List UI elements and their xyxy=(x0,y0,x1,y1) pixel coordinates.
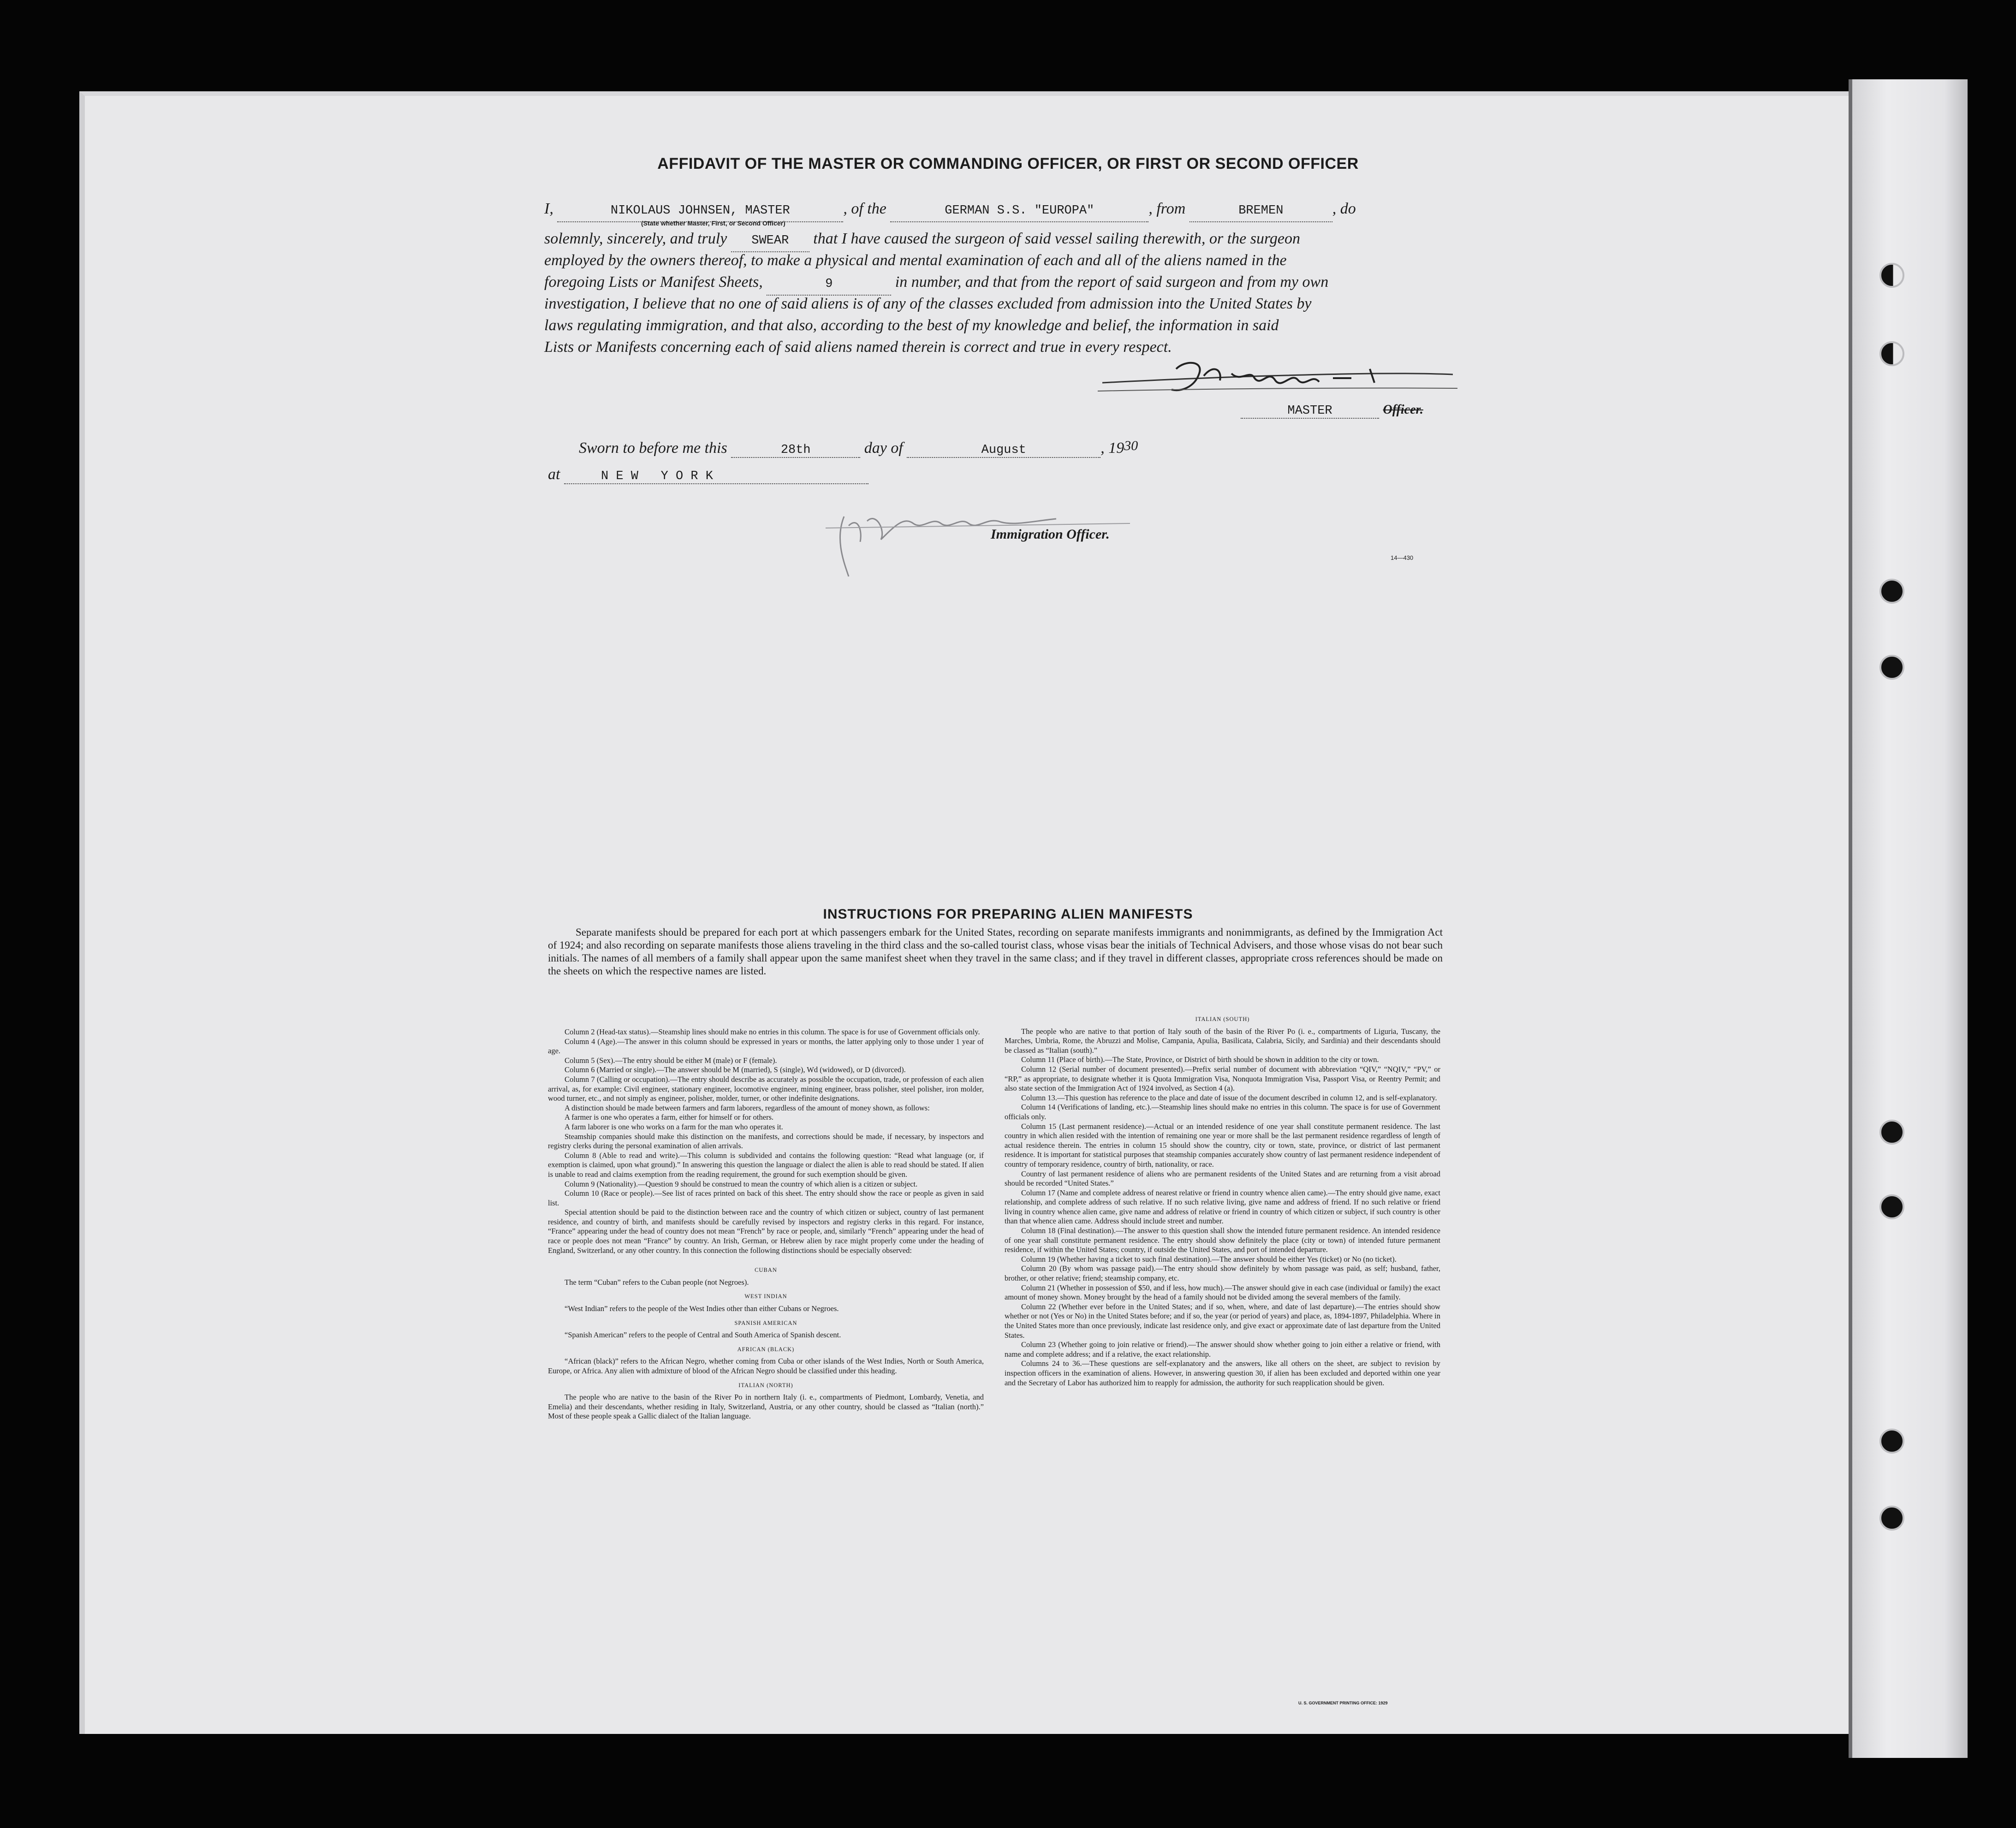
punch-hole-icon xyxy=(1879,263,1904,288)
instruction-paragraph: Column 14 (Verifications of landing, etc.).—Steamship lines should make no entries in this column. The space is for use of Government officials only. xyxy=(1005,1103,1440,1121)
instruction-paragraph: Column 21 (Whether in possession of $50, and if less, how much).—The answer should give in each case (individual or family) the exact amount of money shown. Money brought by the head of a family should not be divided among the several members of the family. xyxy=(1005,1283,1440,1302)
oath-field: SWEAR xyxy=(731,230,809,252)
punch-hole-icon xyxy=(1879,1429,1904,1454)
year-suffix: 30 xyxy=(1124,438,1138,453)
instructions-left-column xyxy=(548,1027,984,1421)
sworn-place-field: N E W Y O R K xyxy=(564,469,868,484)
instructions-title: INSTRUCTIONS FOR PREPARING ALIEN MANIFESTS xyxy=(823,907,1193,922)
affidavit-line-1 xyxy=(544,198,1439,222)
instruction-paragraph: “Spanish American” refers to the people of Central and South America of Spanish descent. xyxy=(565,1330,841,1340)
instruction-paragraph: “African (black)” refers to the African Negro, whether coming from Cuba or other islands of the West Indies, North or South America, Europe, or Africa. Any alien with admixture of blood of the African Negro should be classified under this heading. xyxy=(548,1357,984,1375)
sworn-place-line xyxy=(548,466,868,484)
day-of-text: day of xyxy=(864,439,903,457)
instruction-paragraph: Country of last permanent residence of aliens who are permanent residents of the United States and are returning from a visit abroad should be recorded “United States.” xyxy=(1005,1169,1440,1188)
instruction-paragraph: Column 7 (Calling or occupation).—The entry should describe as accurately as possible the occupation, trade, or profession of each alien arrival, as, for example: Civil engineer, stationary engineer, locomotive engineer, mining engineer, brass polisher, steel polisher, iron molder, wood turner, etc., and not simply as engineer, polisher, molder, turner, or other indefinite designations. xyxy=(548,1074,984,1103)
instruction-paragraph: Columns 24 to 36.—These questions are self-explanatory and the answers, like all others on the sheet, are subject to revision by inspection officers in the examination of aliens. However, in answering question 30, if alien has been excluded and deported within one year and the Secretary of Labor has authorized him to reapply for admission, the authority for such reapplication should be given. xyxy=(1005,1359,1440,1387)
from-text: , from xyxy=(1148,200,1186,217)
affidavit-line-4a: foregoing Lists or Manifest Sheets, xyxy=(544,273,763,291)
punch-hole-icon xyxy=(1879,341,1904,366)
affidavit-line-6: laws regulating immigration, and that also, according to the best of my knowledge and belief, the information in said xyxy=(544,317,1279,334)
rank-field: MASTER xyxy=(1241,404,1379,419)
do-text: , do xyxy=(1332,200,1356,217)
instruction-paragraph: Column 15 (Last permanent residence).—Actual or an intended residence of one year shall constitute permanent residence. The last country in which alien resided with the intention of remaining one year or more shall be the last permanent residence regardless of length of actual residence therein. The entries in column 15 should show the country, city or town, state, province, or district of last permanent residence. It is important for statistical purposes that steamship companies accurately show country of last permanent residence independent of country of temporary residence, country of birth, nationality, or race. xyxy=(1005,1122,1440,1169)
section-heading-african: AFRICAN (BLACK) xyxy=(737,1346,795,1353)
vessel-field: GERMAN S.S. "EUROPA" xyxy=(890,200,1148,222)
instruction-paragraph: A farmer is one who operates a farm, either for himself or for others. xyxy=(565,1113,774,1122)
affidavit-line-2 xyxy=(544,228,1439,252)
instruction-paragraph: A farm laborer is one who works on a farm for the man who operates it. xyxy=(565,1122,783,1131)
section-heading-italian-north: ITALIAN (NORTH) xyxy=(738,1382,793,1389)
instruction-paragraph: Column 12 (Serial number of document presented).—Prefix serial number of document with abbreviation “QIV,” “NQIV,” “PV,” or “RP,” as appropriate, to designate whether it is Quota Immigration Visa, Nonquota Immigration Visa, Passport Visa, or Reentry Permit; and also state section of the Immigration Act of 1924 involved, as Section 4 (a). xyxy=(1005,1064,1440,1093)
instructions-right-column xyxy=(1005,1010,1440,1388)
affidavit-i: I, xyxy=(544,200,553,217)
instruction-paragraph: Column 13.—This question has reference to the place and date of issue of the document described in column 12, and is self-explanatory. xyxy=(1021,1093,1437,1102)
immigration-officer-label: Immigration Officer. xyxy=(991,527,1110,542)
instruction-paragraph: Column 18 (Final destination).—The answer to this question shall show the intended future permanent residence. An intended residence of one year shall constitute permanent residence. The entry should show definitely the place (city or town) of intended future permanent residence, if within the United States; country, if outside the United States, and port of intended departure. xyxy=(1005,1226,1440,1254)
section-heading-spanish-american: SPANISH AMERICAN xyxy=(734,1319,797,1326)
instruction-paragraph: The term “Cuban” refers to the Cuban people (not Negroes). xyxy=(565,1277,749,1287)
instruction-paragraph: Column 23 (Whether going to join relative or friend).—The answer should show whether going to join either a relative or friend, with name and complete address; and if a relative, the exact relationship. xyxy=(1005,1340,1440,1359)
affidavit-line-5: investigation, I believe that no one of said aliens is of any of the classes excluded from admission into the United States by xyxy=(544,295,1312,312)
instruction-paragraph: Column 11 (Place of birth).—The State, Province, or District of birth should be shown in addition to the city or town. xyxy=(1021,1055,1379,1064)
punch-hole-icon xyxy=(1879,579,1904,604)
at-text: at xyxy=(548,466,560,483)
sworn-label: Sworn to before me this xyxy=(579,439,727,457)
solemnly-text: solemnly, sincerely, and truly xyxy=(544,230,727,247)
form-number: 14—430 xyxy=(1391,554,1414,561)
master-name-field: NIKOLAUS JOHNSEN, MASTER xyxy=(557,200,843,222)
sworn-month-field: August xyxy=(907,443,1100,458)
instructions-intro: Separate manifests should be prepared for each port at which passengers embark for the United States, recording on separate manifests immigrants and nonimmigrants, as defined by the Immigration Act of 1924; and also recording on separate manifests those aliens traveling in the third class and the so-called tourist class, whose visas bear the initials of Technical Advisers, and those whose visas do not bear such initials. The names of all members of a family shall appear upon the same manifest sheet when they travel in the same class; and if they travel in different classes, appropriate cross references should be made on the sheets on which the respective names are listed. xyxy=(548,926,1443,977)
instruction-paragraph: Column 6 (Married or single).—The answer should be M (married), S (single), Wd (widowed), or D (divorced). xyxy=(565,1065,906,1074)
section-heading-west-indian: WEST INDIAN xyxy=(744,1293,787,1300)
instruction-paragraph: Column 20 (By whom was passage paid).—The entry should show definitely by whom passage was paid, as self; husband, father, brother, or other relative; friend; steamship company, etc. xyxy=(1005,1264,1440,1283)
sheet-count-field: 9 xyxy=(767,273,891,296)
instruction-paragraph: The people who are native to the basin of the River Po in northern Italy (i. e., compartments of Piedmont, Lombardy, Venetia, and Emelia) and their descendants, whether residing in Italy, Switzerland, Austria, or any other country, should be classed as “Italian (north).” Most of these people speak a Gallic dialect of the Italian language. xyxy=(548,1393,984,1421)
instruction-paragraph: Column 9 (Nationality).—Question 9 should be construed to mean the country of which alien is a citizen or subject. xyxy=(565,1179,918,1188)
instruction-paragraph: A distinction should be made between farmers and farm laborers, regardless of the amount of money shown, as follows: xyxy=(565,1103,930,1112)
affidavit-line-7: Lists or Manifests concerning each of said aliens named therein is correct and true in every respect. xyxy=(544,338,1172,356)
affidavit-line-4b: in number, and that from the report of said surgeon and from my own xyxy=(895,273,1329,291)
instruction-paragraph: Column 4 (Age).—The answer in this column should be expressed in years or months, the latter applying only to those under 1 year of age. xyxy=(548,1037,984,1056)
printing-office-imprint: U. S. GOVERNMENT PRINTING OFFICE: 1929 xyxy=(1298,1701,1388,1705)
affidavit-title: AFFIDAVIT OF THE MASTER OR COMMANDING OFFICER, OR FIRST OR SECOND OFFICER xyxy=(657,155,1359,172)
affidavit-line-3: employed by the owners thereof, to make a physical and mental examination of each and all of the aliens named in the xyxy=(544,252,1287,269)
instruction-paragraph: Column 17 (Name and complete address of nearest relative or friend in country whence alien came).—The entry should give name, exact relationship, and complete address of such relative. If no such relative living, give name and address of friend. If no such relative or friend living in country whence alien came, give name and address of relative or friend in country of which citizen or subject, if such country is other than that whence alien came. Address should include street and number. xyxy=(1005,1188,1440,1226)
instruction-paragraph: “West Indian” refers to the people of the West Indies other than either Cubans or Negroes. xyxy=(565,1304,839,1313)
sworn-day-field: 28th xyxy=(731,443,860,458)
punch-hole-icon xyxy=(1879,1506,1904,1531)
section-heading-cuban: CUBAN xyxy=(755,1267,777,1274)
instruction-paragraph: Column 5 (Sex).—The entry should be either M (male) or F (female). xyxy=(565,1056,777,1065)
port-field: BREMEN xyxy=(1189,200,1332,222)
instruction-paragraph: Column 19 (Whether having a ticket to such final destination).—The answer should be either Yes (ticket) or No (no ticket). xyxy=(1021,1254,1397,1264)
instruction-paragraph: The people who are native to that portion of Italy south of the basin of the River Po (i. e., compartments of Liguria, Tuscany, the Marches, Umbria, Rome, the Abruzzi and Molise, Campania, Apulia, Basilicata, Calabria, Sicily, and Sardinia) and their descendants should be classed as “Italian (south).” xyxy=(1005,1027,1440,1055)
master-signature xyxy=(1093,355,1462,406)
of-the-text: , of the xyxy=(843,200,886,217)
officer-rank-note: (State whether Master, First, or Second Officer) xyxy=(641,220,785,227)
officer-label: Officer. xyxy=(1383,403,1423,417)
rank-line xyxy=(1241,400,1423,419)
punch-hole-icon xyxy=(1879,1120,1904,1145)
punch-hole-icon xyxy=(1879,1194,1904,1219)
instruction-paragraph: Column 10 (Race or people).—See list of races printed on back of this sheet. The entry should show the race or people as given in said list. xyxy=(548,1189,984,1207)
affidavit-line-4 xyxy=(544,272,1439,296)
year-prefix: , 19 xyxy=(1100,439,1124,457)
instruction-paragraph: Column 22 (Whether ever before in the United States; and if so, when, where, and date of last departure).—The entries should show whether or not (Yes or No) in the United States before; and if so, the year (or period of years) and place, as, 1894-1897, Philadelphia. Where in the United States more than once previously, indicate last residence only, and give exact or approximate date of last departure from the United States. xyxy=(1005,1302,1440,1340)
sworn-line xyxy=(579,438,1138,458)
instruction-paragraph: Steamship companies should make this distinction on the manifests, and corrections should be made, if necessary, by inspectors and registry clerks during the personal examination of alien arrivals. xyxy=(548,1132,984,1151)
affidavit-line-2-rest: that I have caused the surgeon of said vessel sailing therewith, or the surgeon xyxy=(813,230,1301,247)
instruction-paragraph: Column 2 (Head-tax status).—Steamship lines should make no entries in this column. The space is for use of Government officials only. xyxy=(565,1027,980,1036)
instruction-paragraph: Column 8 (Able to read and write).—This column is subdivided and contains the following question: “Read what language (or, if exemption is claimed, upon what ground).” In answering this question the language or dialect the alien is able to read should be stated. If alien is unable to read and claims exemption from the reading requirement, the ground for such exemption should be given. xyxy=(548,1151,984,1179)
instruction-paragraph: Special attention should be paid to the distinction between race and the country of which citizen or subject, country of last permanent residence, and country of birth, and manifests should be carefully revised by inspectors and registry clerks in this regard. For instance, “France” appearing under the head of country does not mean “French” by race or people, and, similarly “French” appearing under the head of race or people does not mean “France” by country. An Irish, German, or Hebrew alien by race might properly come under the heading of England, Switzerland, or any other country. In this connection the following distinctions should be especially observed: xyxy=(548,1208,984,1255)
punch-hole-icon xyxy=(1879,655,1904,680)
section-heading-italian-south: ITALIAN (SOUTH) xyxy=(1195,1016,1250,1022)
